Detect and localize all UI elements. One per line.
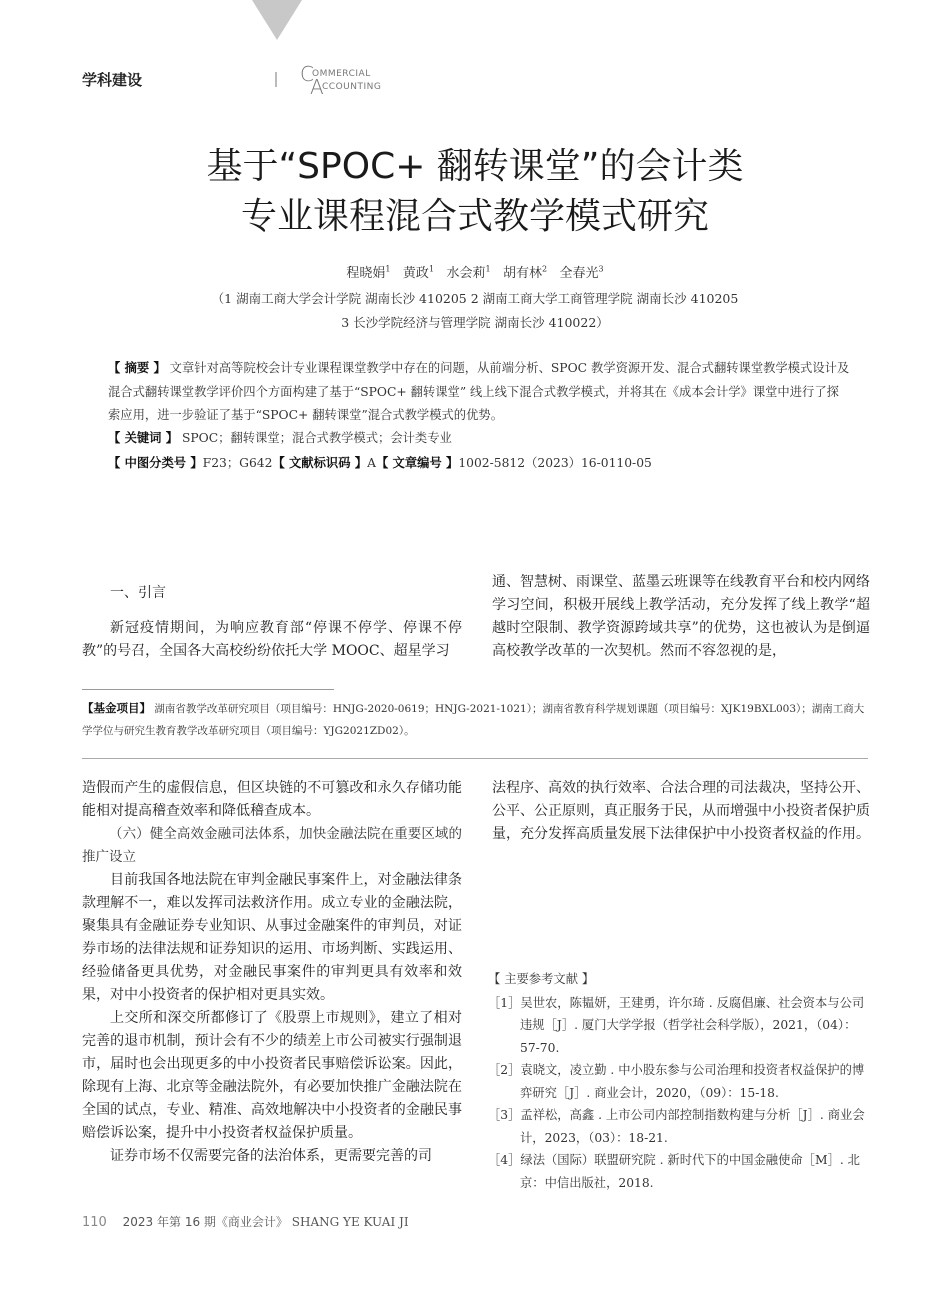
author: 胡有林 — [502, 266, 542, 281]
paragraph: 法程序、高效的执行效率、合法合理的司法裁决，坚持公开、公平、公正原则，真正服务于民，从而增强中小投资者保护质量，充分发挥高质量发展下法律保护中小投资者权益的作用。 — [492, 780, 870, 842]
abstract — [108, 357, 850, 428]
intro-paragraph-1: 新冠疫情期间，为响应教育部“停课不停学、停课不停教”的号召，全国各大高校纷纷依托大学 MOOC、超星学习 — [82, 620, 462, 659]
article-title-line-1: 基于“SPOC+ 翻转课堂”的会计类 — [206, 146, 744, 187]
paragraph: 证券市场不仅需要完备的法治体系，更需要完善的司 — [110, 1148, 432, 1164]
doc-code-label: 【 文献标识码 】 — [272, 456, 368, 470]
reference-item: ［2］袁晓文，凌立勤 . 中小股东参与公司治理和投资者权益保护的博弈研究［J］. 商业会计，2020，（09）：15-18. — [488, 1063, 865, 1100]
affiliation-line-1: （1 湖南工商大学会计学院 湖南长沙 410205 2 湖南工商大学工商管理学院 湖南长沙 410205 — [211, 291, 739, 306]
classification-line — [108, 453, 850, 471]
references — [488, 968, 872, 1194]
abstract-label: 【 摘要 】 — [108, 361, 166, 375]
funding-text: 湖南省教学改革研究项目（项目编号：HNJG-2020-0619；HNJG-2021-1021）；湖南省教育科学规划课题（项目编号：XJK19BXL003）；湖南工商大学学位与研究生教育教学改革研究项目（项目编号：YJG2021ZD02）。 — [82, 703, 865, 737]
intro-heading: 一、引言 — [110, 585, 166, 601]
paragraph: 目前我国各地法院在审判金融民事案件上，对金融法律条款理解不一，难以发挥司法救济作用。成立专业的金融法院，聚集具有金融证券专业知识、从事过金融案件的审判员，对证券市场的法律法规和证券知识的运用、市场判断、实践运用、经验储备更具优势，对金融民事案件的审判更具有效率和效果，对中小投资者的保护相对更具实效。 — [82, 872, 462, 1003]
header-divider — [275, 72, 277, 87]
footnote-rule — [82, 689, 334, 690]
article-title-line-2: 专业课程混合式教学模式研究 — [240, 196, 709, 237]
affiliation-line-2: 3 长沙学院经济与管理学院 湖南长沙 410022） — [341, 315, 609, 330]
article-number-value: 1002-5812（2023）16-0110-05 — [458, 456, 652, 470]
issue-label: 2023 年第 16 期 — [122, 1215, 216, 1229]
author: 程晓娟 — [346, 266, 386, 281]
clc-label: 【 中图分类号 】 — [108, 456, 203, 470]
reference-item: ［4］绿法（国际）联盟研究院 . 新时代下的中国金融使命［M］. 北京：中信出版社，2018. — [488, 1153, 860, 1190]
intro-right-column — [492, 571, 870, 663]
page-footer — [82, 1213, 409, 1230]
lower-right-column — [492, 777, 870, 846]
intro-left-column — [82, 582, 462, 663]
section-tag: 学科建设 — [82, 71, 143, 89]
author: 水会莉 — [446, 266, 486, 281]
clc-value: F23；G642 — [202, 456, 273, 470]
author-list: 程晓娟$^1$ 黄政$^1$ 水会莉$^1$ 胡有林$^2$ 全春光$^3$ — [346, 264, 604, 281]
funding-note — [82, 697, 872, 742]
journal-brand-logo: C OMMERCIAL A CCOUNTING — [300, 62, 382, 99]
page-number: 110 — [82, 1215, 107, 1230]
keywords — [108, 428, 850, 446]
section-separator — [82, 758, 868, 759]
funding-label: 【基金项目】 — [82, 701, 151, 715]
article-number-label: 【 文章编号 】 — [375, 456, 459, 470]
author: 全春光 — [559, 266, 599, 281]
references-heading: 【 主要参考文献 】 — [488, 972, 595, 986]
paragraph: 造假而产生的虚假信息，但区块链的不可篡改和永久存储功能能相对提高稽查效率和降低稽查成本。 — [82, 780, 462, 819]
header-triangle-decoration — [252, 0, 302, 40]
abstract-text: 文章针对高等院校会计专业课程课堂教学中存在的问题，从前端分析、SPOC 教学资源开发、混合式翻转课堂教学模式设计及混合式翻转课堂教学评价四个方面构建了基于“SPOC+ 翻转课堂” 线上线下混合式教学模式，并将其在《成本会计学》课堂中进行了探索应用，进一步验证了基于“SPOC+ 翻转课堂”混合式教学模式的优势。 — [108, 361, 850, 422]
author: 黄政 — [402, 266, 429, 281]
journal-pinyin: SHANG YE KUAI JI — [291, 1215, 409, 1229]
reference-item: ［3］孟祥松，高鑫 . 上市公司内部控制指数构建与分析［J］. 商业会计，2023，（03）：18-21. — [488, 1108, 865, 1145]
reference-item: ［1］吴世农，陈韫妍，王建勇，许尔琦 . 反腐倡廉、社会资本与公司违规［J］. 厦门大学学报（哲学社会科学版），2021，（04）：57-70. — [488, 995, 865, 1055]
keywords-label: 【 关键词 】 — [108, 431, 179, 445]
paragraph: 上交所和深交所都修订了《股票上市规则》，建立了相对完善的退市机制，预计会有不少的绩差上市公司被实行强制退市，届时也会出现更多的中小投资者民事赔偿诉讼案。因此，除现有上海、北京等金融法院外，有必要加快推广金融法院在全国的试点，专业、精准、高效地解决中小投资者的金融民事赔偿诉讼案，提升中小投资者权益保护质量。 — [82, 1010, 462, 1141]
doc-code-value: A — [367, 456, 376, 470]
keywords-text: SPOC；翻转课堂；混合式教学模式；会计类专业 — [181, 431, 452, 445]
intro-paragraph-2: 通、智慧树、雨课堂、蓝墨云班课等在线教育平台和校内网络学习空间，积极开展线上教学活动，充分发挥了线上教学“超越时空限制、教学资源跨域共享”的优势，这也被认为是倒逼高校教学改革的一次契机。然而不容忽视的是， — [492, 574, 870, 659]
lower-left-column — [82, 777, 462, 1168]
journal-name: 《商业会计》 — [215, 1215, 288, 1229]
subheading: （六）健全高效金融司法体系，加快金融法院在重要区域的推广设立 — [82, 826, 462, 865]
